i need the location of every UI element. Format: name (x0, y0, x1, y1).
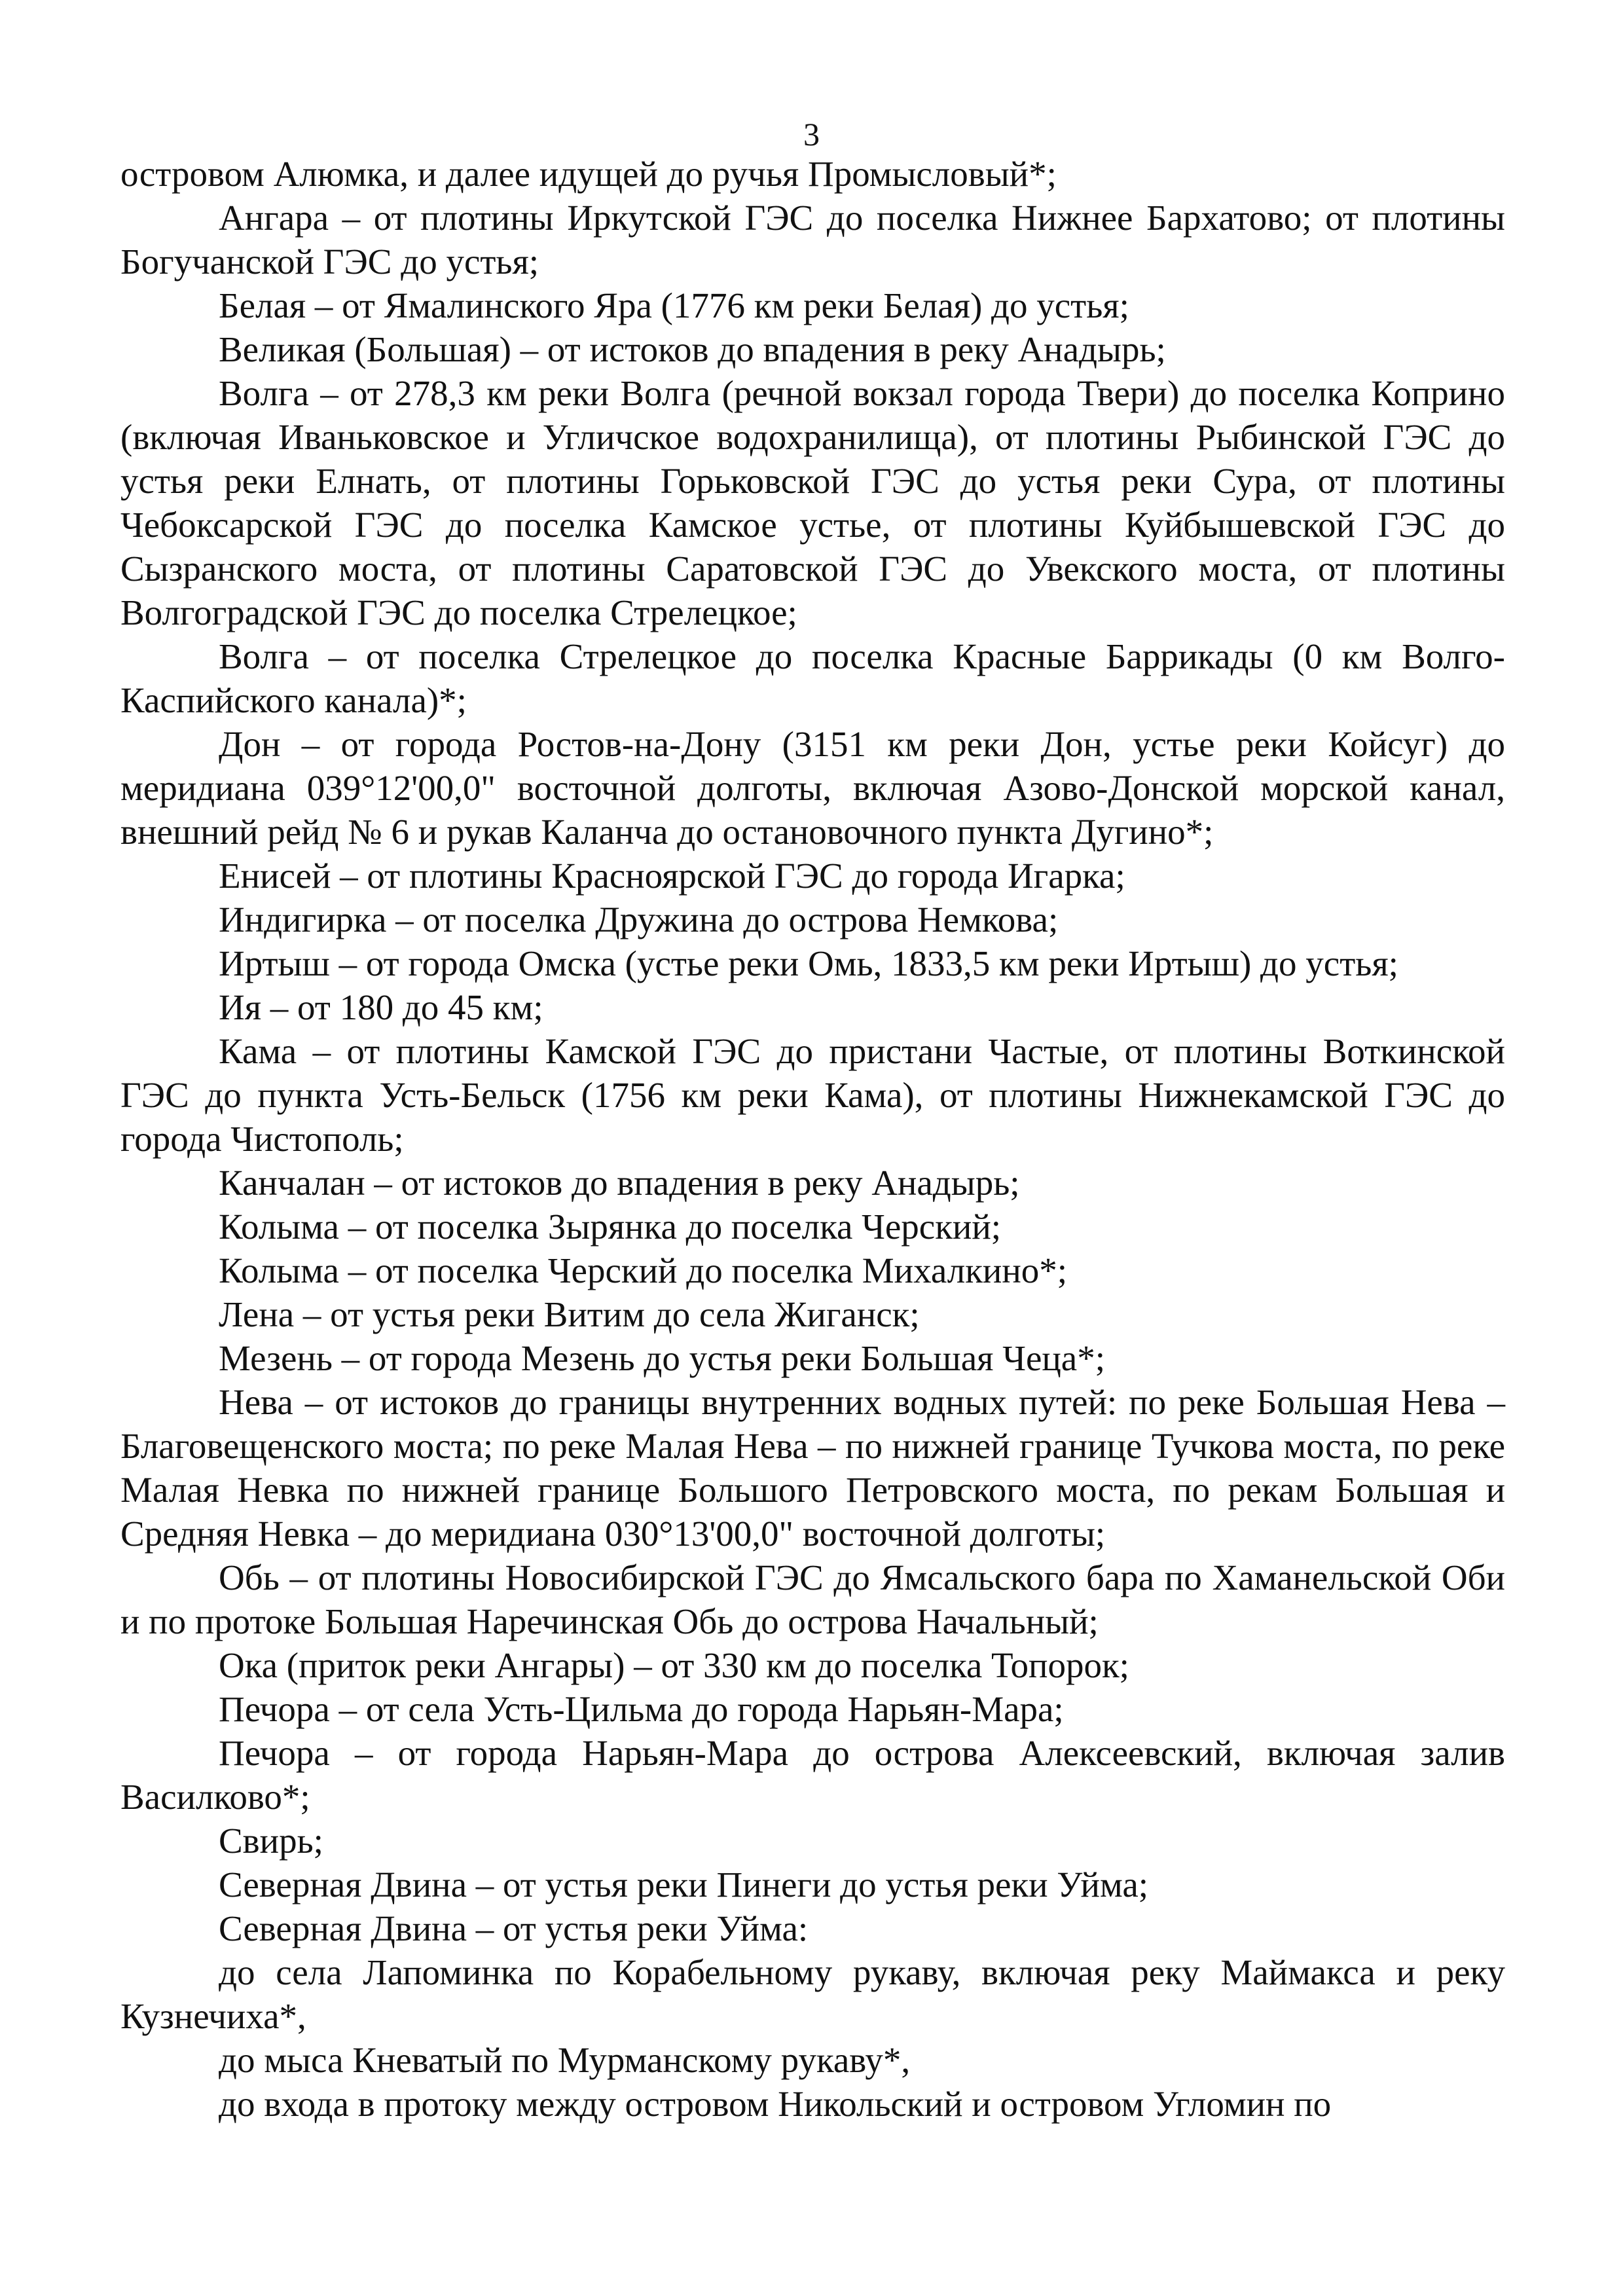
page-number: 3 (803, 116, 820, 153)
paragraph: Обь – от плотины Новосибирской ГЭС до Ямсальского бара по Хаманельской Оби и по протоке Большая Наречинская Обь до острова Начальный; (120, 1558, 1505, 1641)
paragraph: до входа в протоку между островом Никольский и островом Угломин по (219, 2084, 1332, 2124)
paragraph: Мезень – от города Мезень до устья реки Большая Чеца*; (219, 1338, 1105, 1378)
paragraph: Волга – от поселка Стрелецкое до поселка Красные Баррикады (0 км Волго-Каспийского канала)*; (120, 636, 1505, 720)
paragraph: Дон – от города Ростов-на-Дону (3151 км реки Дон, устье реки Койсуг) до меридиана 039°12'00,0" восточной долготы, включая Азово-Донской морской канал, внешний рейд № 6 и рукав Каланча до остановочного пункта Дугино*; (120, 724, 1505, 852)
paragraph: Ока (приток реки Ангары) – от 330 км до поселка Топорок; (219, 1645, 1129, 1685)
paragraph: до села Лапоминка по Корабельному рукаву, включая реку Маймакса и реку Кузнечиха*, (120, 1952, 1505, 2036)
paragraph: островом Алюмка, и далее идущей до ручья Промысловый*; (120, 154, 1057, 194)
paragraph: Северная Двина – от устья реки Пинеги до устья реки Уйма; (219, 1865, 1149, 1904)
paragraph: Енисей – от плотины Красноярской ГЭС до города Игарка; (219, 856, 1125, 896)
paragraph: Колыма – от поселка Черский до поселка Михалкино*; (219, 1250, 1068, 1290)
paragraph: до мыса Кневатый по Мурманскому рукаву*, (219, 2040, 911, 2080)
paragraph: Ангара – от плотины Иркутской ГЭС до поселка Нижнее Бархатово; от плотины Богучанской ГЭС до устья; (120, 198, 1505, 282)
paragraph: Канчалан – от истоков до впадения в реку Анадырь; (219, 1163, 1020, 1203)
paragraph: Нева – от истоков до границы внутренних водных путей: по реке Большая Нева – Благовещенского моста; по реке Малая Нева – по нижней границе Тучкова моста, по реке Малая Невка по нижней границе Большого Петровского моста, по рекам Большая и Средняя Невка – до меридиана 030°13'00,0" восточной долготы; (120, 1382, 1505, 1554)
paragraph: Печора – от города Нарьян-Мара до острова Алексеевский, включая залив Василково*; (120, 1733, 1505, 1817)
paragraph: Лена – от устья реки Витим до села Жиганск; (219, 1294, 920, 1334)
paragraph: Кама – от плотины Камской ГЭС до пристани Частые, от плотины Воткинской ГЭС до пункта Усть-Бельск (1756 км реки Кама), от плотины Нижнекамской ГЭС до города Чистополь; (120, 1031, 1505, 1159)
body-text (120, 152, 1505, 2126)
paragraph: Индигирка – от поселка Дружина до острова Немкова; (219, 900, 1059, 939)
paragraph: Свирь; (219, 1821, 323, 1861)
paragraph: Иртыш – от города Омска (устье реки Омь, 1833,5 км реки Иртыш) до устья; (219, 943, 1398, 983)
paragraph: Северная Двина – от устья реки Уйма: (219, 1908, 809, 1948)
paragraph: Белая – от Ямалинского Яра (1776 км реки Белая) до устья; (219, 285, 1129, 325)
paragraph: Печора – от села Усть-Цильма до города Нарьян-Мара; (219, 1689, 1064, 1729)
paragraph: Ия – от 180 до 45 км; (219, 987, 543, 1027)
paragraph: Великая (Большая) – от истоков до впадения в реку Анадырь; (219, 329, 1166, 369)
paragraph: Колыма – от поселка Зырянка до поселка Черский; (219, 1207, 1002, 1247)
paragraph: Волга – от 278,3 км реки Волга (речной вокзал города Твери) до поселка Коприно (включая Иваньковское и Угличское водохранилища), от плотины Рыбинской ГЭС до устья реки Елнать, от плотины Горьковской ГЭС до устья реки Сура, от плотины Чебоксарской ГЭС до поселка Камское устье, от плотины Куйбышевской ГЭС до Сызранского моста, от плотины Саратовской ГЭС до Увекского моста, от плотины Волгоградской ГЭС до поселка Стрелецкое; (120, 373, 1505, 632)
